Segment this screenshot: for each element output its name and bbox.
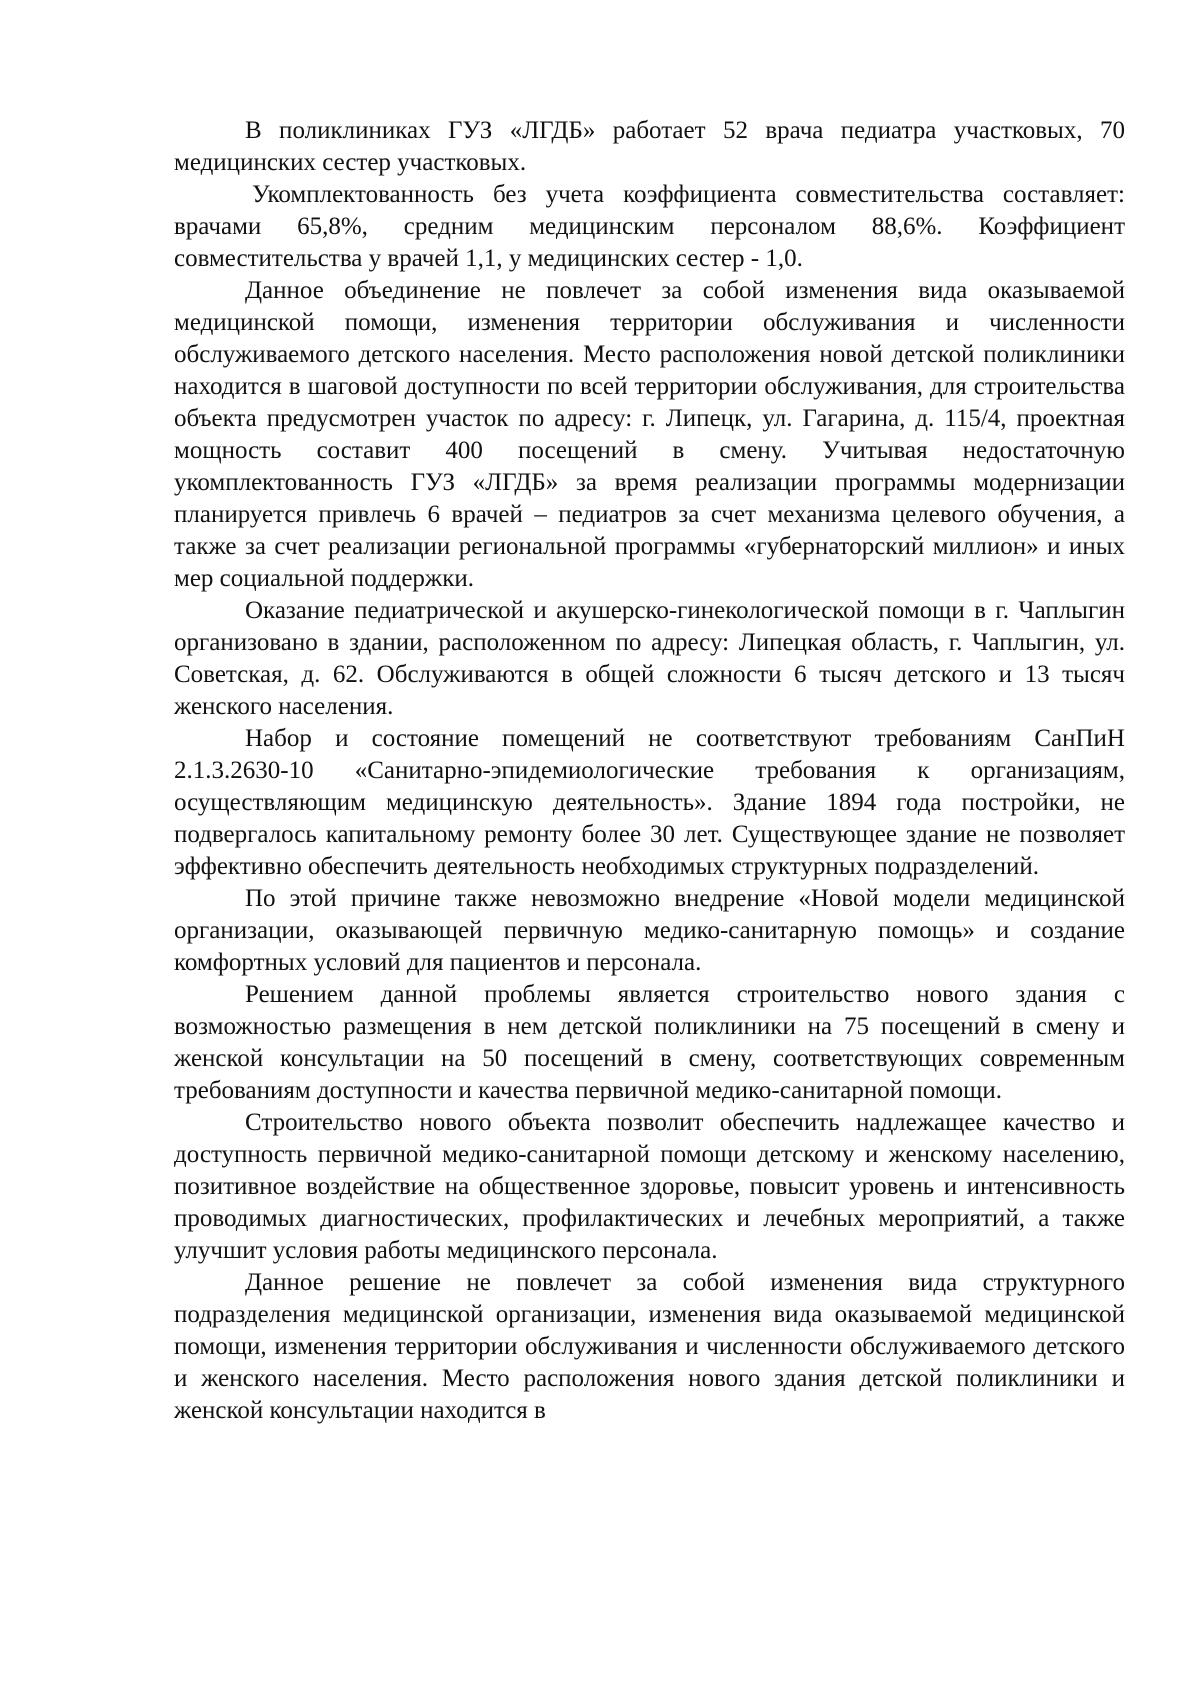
paragraph-construction-benefits: Строительство нового объекта позволит обеспечить надлежащее качество и доступность первичной медико-санитарной помощи детскому и женскому населению, позитивное воздействие на общественное здоровье, повысит уровень и интенсивность проводимых диагностических, профилактических и лечебных мероприятий, а также улучшит условия работы медицинского персонала. xyxy=(174,1109,1125,1264)
paragraph-merger: Данное объединение не повлечет за собой изменения вида оказываемой медицинской помощи, изменения территории обслуживания и численности обслуживаемого детского населения. Место расположения новой детской поликлиники находится в шаговой доступности по всей территории обслуживания, для строительства объекта предусмотрен участок по адресу: г. Липецк, ул. Гагарина, д. 115/4, проектная мощность составит 400 посещений в смену. Учитывая недостаточную укомплектованность ГУЗ «ЛГДБ» за время реализации программы модернизации планируется привлечь 6 врачей – педиатров за счет механизма целевого обучения, а также за счет реализации региональной программы «губернаторский миллион» и иных мер социальной поддержки. xyxy=(174,277,1125,592)
paragraph-staffing: В поликлиниках ГУЗ «ЛГДБ» работает 52 врача педиатра участковых, 70 медицинских сестер участковых. xyxy=(174,117,1125,176)
document-body xyxy=(174,115,1125,1427)
paragraph-solution: Решением данной проблемы является строительство нового здания с возможностью размещения в нем детской поликлиники на 75 посещений в смену и женской консультации на 50 посещений в смену, соответствующих современным требованиям доступности и качества первичной медико-санитарной помощи. xyxy=(174,981,1125,1104)
paragraph-decision: Данное решение не повлечет за собой изменения вида структурного подразделения медицинской организации, изменения вида оказываемой медицинской помощи, изменения территории обслуживания и численности обслуживаемого детского и женского населения. Место расположения нового здания детской поликлиники и женской консультации находится в xyxy=(174,1269,1125,1424)
paragraph-chaplygin-care: Оказание педиатрической и акушерско-гинекологической помощи в г. Чаплыгин организовано в здании, расположенном по адресу: Липецкая область, г. Чаплыгин, ул. Советская, д. 62. Обслуживаются в общей сложности 6 тысяч детского и 13 тысяч женского населения. xyxy=(174,597,1125,720)
paragraph-new-model: По этой причине также невозможно внедрение «Новой модели медицинской организации, оказывающей первичную медико-санитарную помощь» и создание комфортных условий для пациентов и персонала. xyxy=(174,885,1125,976)
paragraph-staffing-level: Укомплектованность без учета коэффициента совместительства составляет: врачами 65,8%, средним медицинским персоналом 88,6%. Коэффициент совместительства у врачей 1,1, у медицинских сестер - 1,0. xyxy=(174,181,1125,272)
paragraph-premises: Набор и состояние помещений не соответствуют требованиям СанПиН 2.1.3.2630-10 «Санитарно-эпидемиологические требования к организациям, осуществляющим медицинскую деятельность». Здание 1894 года постройки, не подвергалось капитальному ремонту более 30 лет. Существующее здание не позволяет эффективно обеспечить деятельность необходимых структурных подразделений. xyxy=(174,725,1125,880)
